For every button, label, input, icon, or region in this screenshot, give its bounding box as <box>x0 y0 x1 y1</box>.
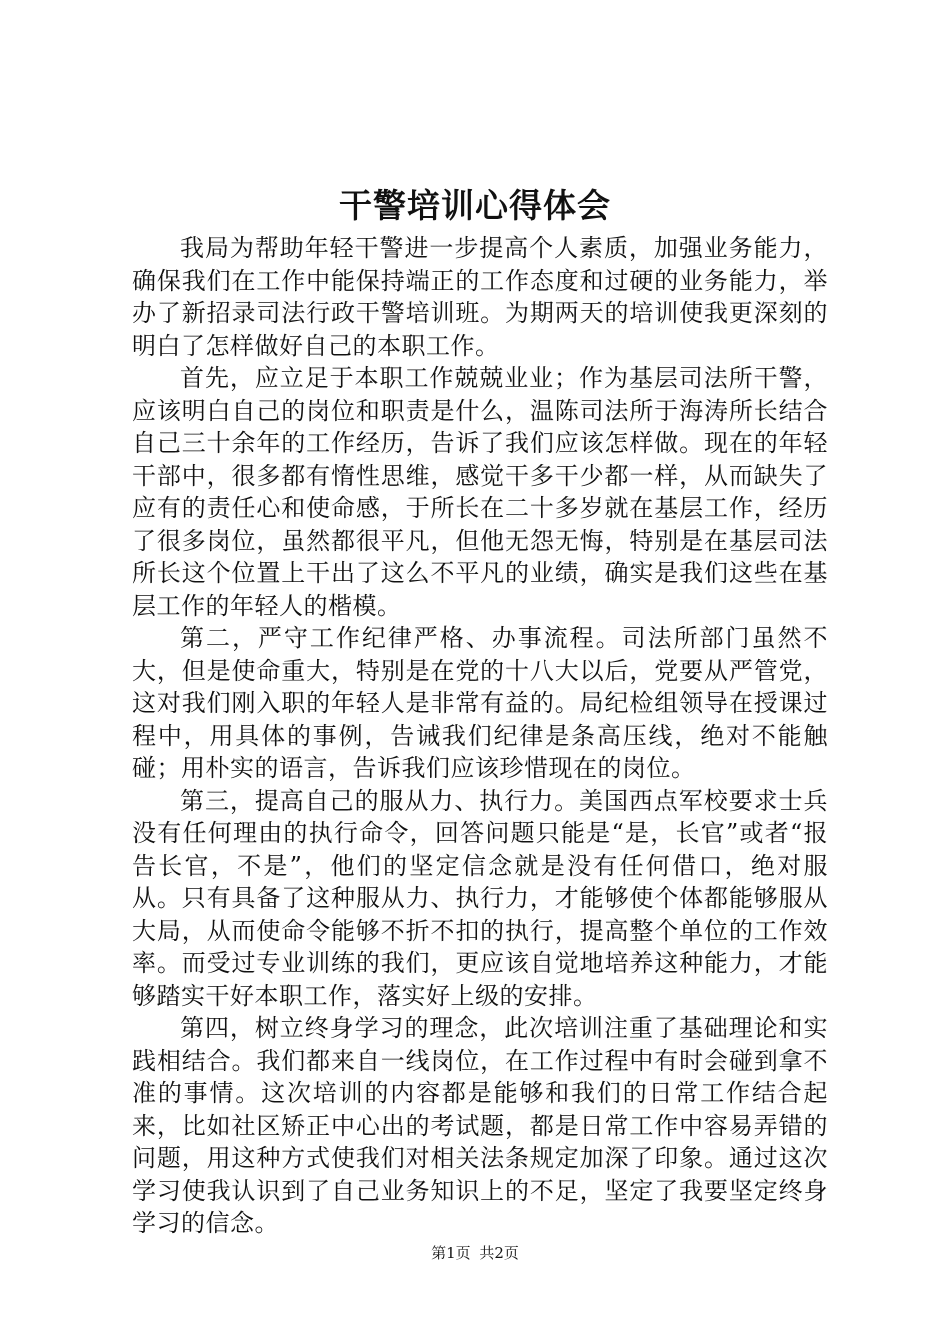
paragraph-first-point: 首先，应立足于本职工作兢兢业业；作为基层司法所干警，应该明白自己的岗位和职责是什么，温陈司法所于海涛所长结合自己三十余年的工作经历，告诉了我们应该怎样做。现在的年轻干部中，很多都有惰性思维，感觉干多干少都一样，从而缺失了应有的责任心和使命感，于所长在二十多岁就在基层工作，经历了很多岗位，虽然都很平凡，但他无怨无悔，特别是在基层司法所长这个位置上干出了这么不平凡的业绩，确实是我们这些在基层工作的年轻人的楷模。 <box>132 364 828 620</box>
page-number: 第1页 <box>431 1244 471 1262</box>
page-total: 共2页 <box>479 1244 519 1262</box>
paragraph-intro: 我局为帮助年轻干警进一步提高个人素质，加强业务能力，确保我们在工作中能保持端正的工作态度和过硬的业务能力，举办了新招录司法行政干警培训班。为期两天的培训使我更深刻的明白了怎样做好自己的本职工作。 <box>132 234 828 360</box>
paragraph-third-point: 第三，提高自己的服从力、执行力。美国西点军校要求士兵没有任何理由的执行命令，回答问题只能是“是，长官”或者“报告长官，不是”，他们的坚定信念就是没有任何借口，绝对服从。只有具备了这种服从力、执行力，才能够使个体都能够服从大局，从而使命令能够不折不扣的执行，提高整个单位的工作效率。而受过专业训练的我们，更应该自觉地培养这种能力，才能够踏实干好本职工作，落实好上级的安排。 <box>132 786 828 1010</box>
paragraph-fourth-point: 第四，树立终身学习的理念，此次培训注重了基础理论和实践相结合。我们都来自一线岗位，在工作过程中有时会碰到拿不准的事情。这次培训的内容都是能够和我们的日常工作结合起来，比如社区矫正中心出的考试题，都是日常工作中容易弄错的问题，用这种方式使我们对相关法条规定加深了印象。通过这次学习使我认识到了自己业务知识上的不足，坚定了我要坚定终身学习的信念。 <box>132 1014 828 1237</box>
page-footer <box>0 1243 950 1263</box>
document-title: 干警培训心得体会 <box>339 186 611 225</box>
document-body <box>132 232 828 1240</box>
paragraph-second-point: 第二，严守工作纪律严格、办事流程。司法所部门虽然不大，但是使命重大，特别是在党的十八大以后，党要从严管党，这对我们刚入职的年轻人是非常有益的。局纪检组领导在授课过程中，用具体的事例，告诫我们纪律是条高压线，绝对不能触碰；用朴实的语言，告诉我们应该珍惜现在的岗位。 <box>132 624 828 782</box>
